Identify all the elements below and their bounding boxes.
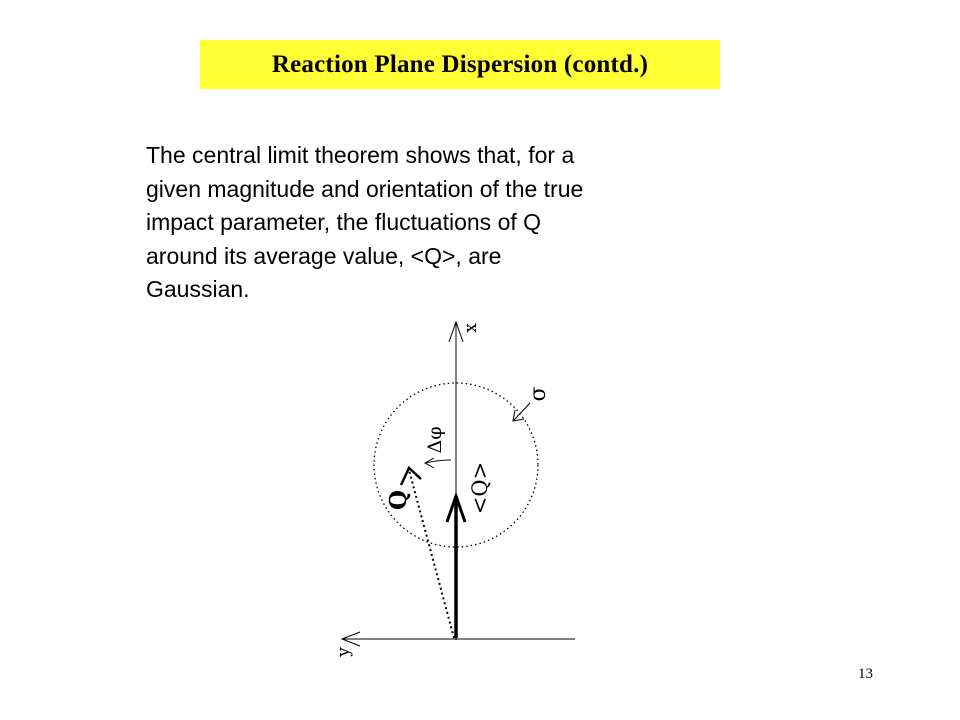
sigma-label: σ — [526, 386, 551, 402]
delta-phi-label: Δφ — [424, 426, 446, 454]
body-line: The central limit theorem shows that, for a — [146, 142, 575, 168]
x-axis-label: x — [461, 323, 481, 333]
mean-q-label: <Q> — [468, 461, 492, 515]
page-number: 13 — [858, 666, 873, 682]
body-line: around its average value, <Q>, are — [146, 242, 502, 269]
reaction-plane-diagram — [330, 310, 590, 670]
body-line: Gaussian. — [146, 276, 250, 302]
title-banner — [200, 40, 720, 89]
body-paragraph — [146, 139, 786, 307]
q-arrowhead — [401, 468, 421, 485]
body-line: given magnitude and orientation of the true — [146, 175, 584, 202]
slide-title: Reaction Plane Dispersion (contd.) — [271, 50, 649, 78]
sigma-pointer — [514, 403, 530, 420]
body-line: impact parameter, the fluctuations of Q — [146, 209, 542, 235]
q-vector — [409, 470, 454, 638]
y-axis-label: y — [334, 647, 354, 657]
q-label: Q — [385, 489, 412, 511]
